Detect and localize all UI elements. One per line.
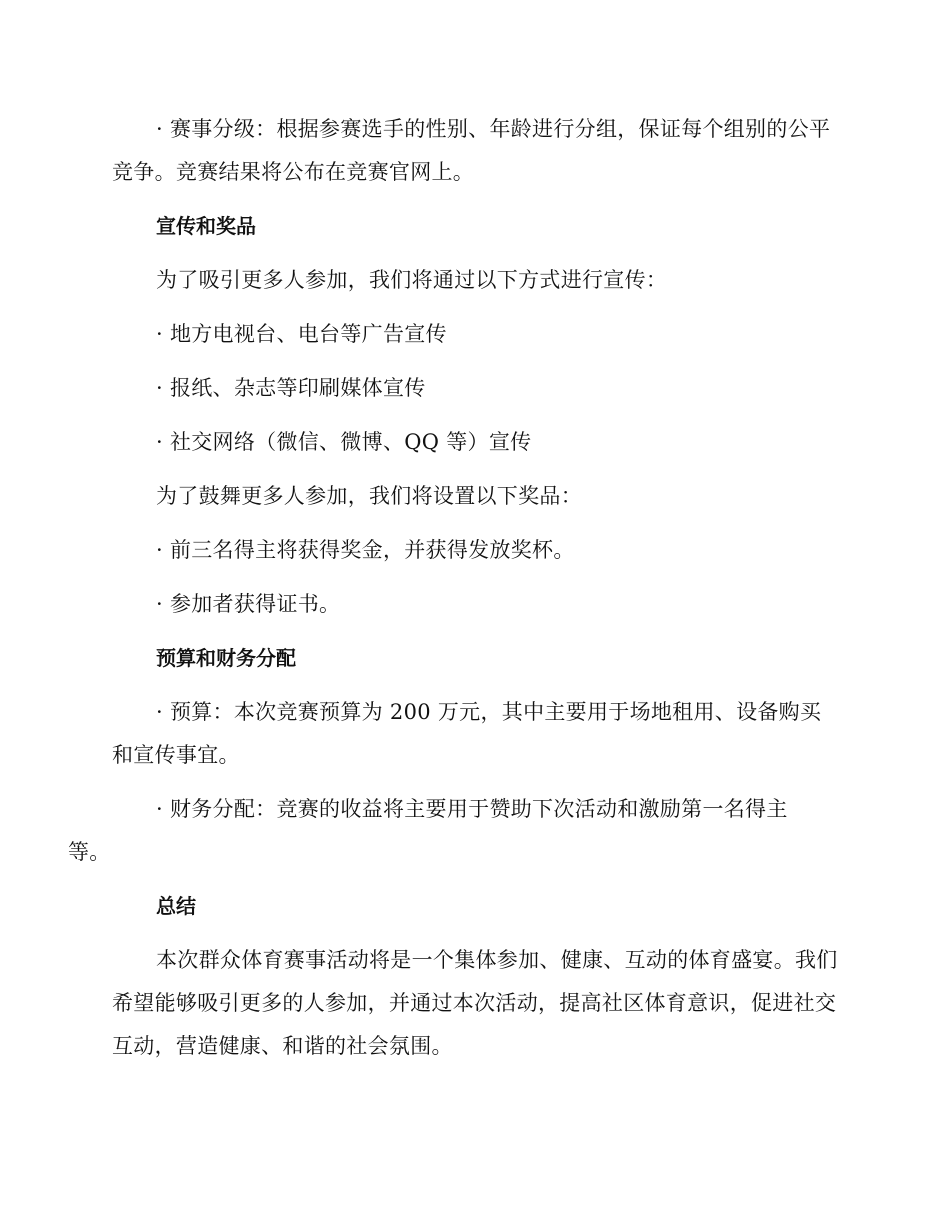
paragraph-finance xyxy=(68,788,840,874)
paragraph-promo-intro: 为了吸引更多人参加，我们将通过以下方式进行宣传： xyxy=(156,268,668,292)
heading-budget: 预算和财务分配 xyxy=(156,646,296,670)
heading-promo-prizes: 宣传和奖品 xyxy=(156,214,256,238)
list-item: · 地方电视台、电台等广告宣传 xyxy=(156,322,447,346)
heading-summary: 总结 xyxy=(156,894,196,918)
paragraph-budget: · 预算：本次竞赛预算为 200 万元，其中主要用于场地租用、设备购买和宣传事宜。 xyxy=(112,700,822,767)
list-item: · 报纸、杂志等印刷媒体宣传 xyxy=(156,376,426,400)
paragraph-finance-line2: 等。 xyxy=(68,840,111,864)
paragraph-prize-intro: 为了鼓舞更多人参加，我们将设置以下奖品： xyxy=(156,484,582,508)
list-item: · 前三名得主将获得奖金，并获得发放奖杯。 xyxy=(156,538,575,562)
paragraph-finance-line1: · 财务分配：竞赛的收益将主要用于赞助下次活动和激励第一名得主 xyxy=(156,797,788,821)
list-item: · 参加者获得证书。 xyxy=(156,592,341,616)
paragraph-summary: 本次群众体育赛事活动将是一个集体参加、健康、互动的体育盛宴。我们希望能够吸引更多的人参加，并通过本次活动，提高社区体育意识，促进社交互动，营造健康、和谐的社会氛围。 xyxy=(112,948,838,1058)
document-page xyxy=(68,108,840,1079)
paragraph-event-grading: · 赛事分级：根据参赛选手的性别、年龄进行分组，保证每个组别的公平竞争。竞赛结果将公布在竞赛官网上。 xyxy=(112,117,831,184)
list-item: · 社交网络（微信、微博、QQ 等）宣传 xyxy=(156,430,532,454)
